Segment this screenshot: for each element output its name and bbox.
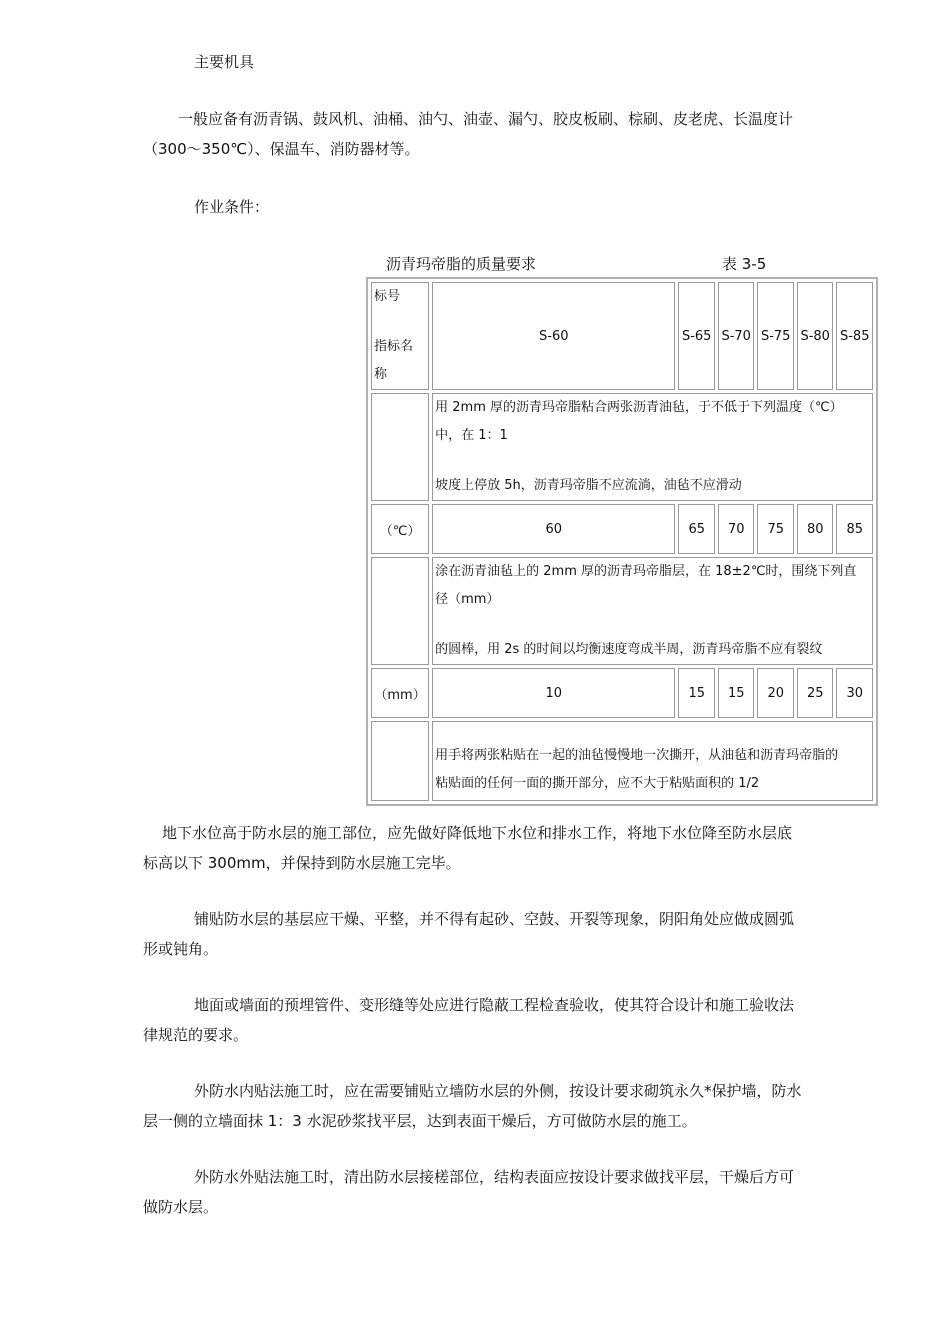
embedded-pipes-paragraph-line-2: 律规范的要求。 bbox=[143, 1026, 249, 1044]
desc-line: 涂在沥青油毡上的 2mm 厚的沥青玛帝脂层，在 18±2℃时，围绕下列直 bbox=[435, 564, 857, 579]
desc-line: 用手将两张粘贴在一起的油毡慢慢地一次撕开，从油毡和沥青玛帝脂的 bbox=[435, 748, 839, 763]
desc-line: 粘贴面的任何一面的撕开部分，应不大于粘贴面积的 1/2 bbox=[435, 776, 760, 791]
header-label-cell bbox=[371, 282, 429, 390]
heat-resistance-description bbox=[432, 393, 873, 501]
grade-cell: S-65 bbox=[678, 282, 715, 390]
value-cell: 75 bbox=[757, 504, 794, 554]
value-cell: 20 bbox=[757, 668, 794, 718]
flexibility-values-row bbox=[371, 668, 873, 718]
heat-resistance-desc-row bbox=[371, 393, 873, 501]
desc-line: 用 2mm 厚的沥青玛帝脂粘合两张沥青油毡，于不低于下列温度（℃） bbox=[435, 400, 843, 415]
value-cell: 15 bbox=[678, 668, 715, 718]
value-cell: 65 bbox=[678, 504, 715, 554]
inner-attach-paragraph-line-1: 外防水内贴法施工时，应在需要铺贴立墙防水层的外侧，按设计要求砌筑永久*保护墙，防水 bbox=[194, 1082, 802, 1100]
header-label-grade: 标号 bbox=[374, 289, 401, 304]
adhesion-row bbox=[371, 721, 873, 801]
tools-paragraph-line-2: （300～350℃）、保温车、消防器材等。 bbox=[143, 140, 420, 158]
base-layer-paragraph-line-1: 铺贴防水层的基层应干燥、平整，并不得有起砂、空鼓、开裂等现象，阴阳角处应做成圆弧 bbox=[194, 910, 795, 928]
empty-cell bbox=[371, 393, 429, 501]
value-cell: 10 bbox=[432, 668, 675, 718]
outer-attach-paragraph-line-1: 外防水外贴法施工时，清出防水层接槎部位，结构表面应按设计要求做找平层，干燥后方可 bbox=[194, 1168, 795, 1186]
value-cell: 60 bbox=[432, 504, 675, 554]
grade-cell: S-85 bbox=[836, 282, 873, 390]
grade-cell: S-70 bbox=[718, 282, 755, 390]
tools-paragraph-line-1: 一般应备有沥青锅、鼓风机、油桶、油勺、油壶、漏勺、胶皮板刷、棕刷、皮老虎、长温度计 bbox=[178, 110, 794, 128]
quality-requirements-table bbox=[366, 277, 878, 806]
value-cell: 70 bbox=[718, 504, 755, 554]
value-cell: 25 bbox=[797, 668, 834, 718]
value-cell: 80 bbox=[797, 504, 834, 554]
flexibility-desc-row bbox=[371, 557, 873, 665]
grade-cell: S-75 bbox=[757, 282, 794, 390]
desc-line: 坡度上停放 5h，沥青玛帝脂不应流淌，油毡不应滑动 bbox=[435, 478, 742, 493]
groundwater-paragraph-line-2: 标高以下 300mm，并保持到防水层施工完毕。 bbox=[143, 854, 461, 872]
unit-cell: （℃） bbox=[371, 504, 429, 554]
empty-cell bbox=[371, 721, 429, 801]
table-caption: 沥青玛帝脂的质量要求 bbox=[386, 255, 537, 273]
outer-attach-paragraph-line-2: 做防水层。 bbox=[143, 1198, 219, 1216]
desc-line: 中，在 1：1 bbox=[435, 428, 508, 443]
desc-line: 径（mm） bbox=[435, 592, 500, 607]
embedded-pipes-paragraph-line-1: 地面或墙面的预埋管件、变形缝等处应进行隐蔽工程检查验收，使其符合设计和施工验收法 bbox=[194, 996, 795, 1014]
value-cell: 85 bbox=[836, 504, 873, 554]
groundwater-paragraph-line-1: 地下水位高于防水层的施工部位，应先做好降低地下水位和排水工作，将地下水位降至防水层底 bbox=[162, 824, 793, 842]
grade-cell: S-60 bbox=[432, 282, 675, 390]
unit-cell: （mm） bbox=[371, 668, 429, 718]
heat-resistance-values-row bbox=[371, 504, 873, 554]
empty-cell bbox=[371, 557, 429, 665]
heading-work-conditions: 作业条件： bbox=[194, 198, 270, 216]
grade-cell: S-80 bbox=[797, 282, 834, 390]
table-header-row bbox=[371, 282, 873, 390]
base-layer-paragraph-line-2: 形或钝角。 bbox=[143, 940, 219, 958]
heading-main-tools: 主要机具 bbox=[194, 53, 255, 71]
inner-attach-paragraph-line-2: 层一侧的立墙面抹 1：3 水泥砂浆找平层，达到表面干燥后，方可做防水层的施工。 bbox=[143, 1112, 697, 1130]
table-number: 表 3-5 bbox=[722, 255, 767, 273]
adhesion-description bbox=[432, 721, 873, 801]
header-label-index-2: 称 bbox=[374, 367, 388, 382]
value-cell: 30 bbox=[836, 668, 873, 718]
desc-line: 的圆棒，用 2s 的时间以均衡速度弯成半周，沥青玛帝脂不应有裂纹 bbox=[435, 642, 823, 657]
flexibility-description bbox=[432, 557, 873, 665]
header-label-index-1: 指标名 bbox=[374, 339, 414, 354]
value-cell: 15 bbox=[718, 668, 755, 718]
